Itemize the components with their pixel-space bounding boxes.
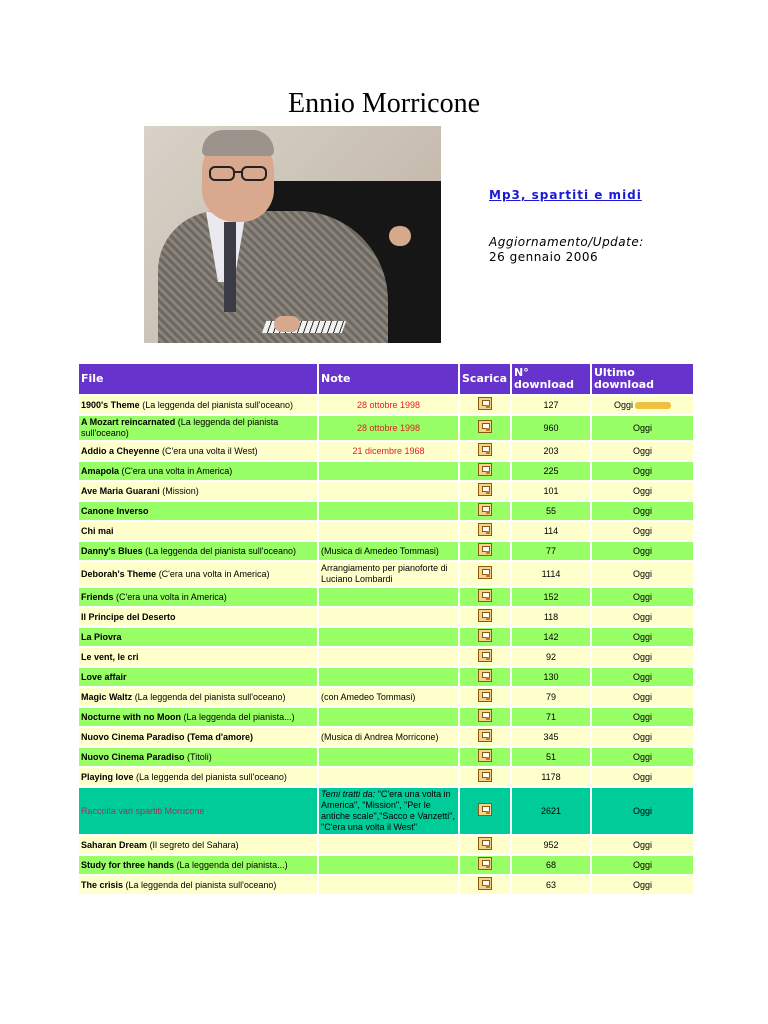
last-download-cell <box>592 748 693 766</box>
file-cell <box>79 648 317 666</box>
download-count: 127 <box>512 396 590 414</box>
floppy-download-icon[interactable] <box>478 857 492 870</box>
last-download-cell <box>592 648 693 666</box>
note-cell <box>319 442 458 460</box>
last-download: Oggi <box>632 525 652 536</box>
file-cell <box>79 588 317 606</box>
floppy-download-icon[interactable] <box>478 629 492 642</box>
table-row <box>79 482 693 500</box>
last-download: Oggi <box>632 879 652 890</box>
file-cell <box>79 542 317 560</box>
download-cell <box>460 728 510 746</box>
file-cell <box>79 462 317 480</box>
file-cell <box>79 748 317 766</box>
download-cell <box>460 542 510 560</box>
download-count: 101 <box>512 482 590 500</box>
last-download-cell <box>592 482 693 500</box>
download-count: 130 <box>512 668 590 686</box>
table-row <box>79 708 693 726</box>
download-count: 1178 <box>512 768 590 786</box>
file-title[interactable]: The crisis <box>81 879 124 890</box>
file-source: (La leggenda del pianista sull'oceano) <box>145 545 297 556</box>
note-cell <box>319 416 458 440</box>
note-cell <box>319 688 458 706</box>
download-count: 952 <box>512 836 590 854</box>
table-row <box>79 522 693 540</box>
download-cell <box>460 688 510 706</box>
download-cell <box>460 462 510 480</box>
download-cell <box>460 748 510 766</box>
download-cell <box>460 856 510 874</box>
floppy-download-icon[interactable] <box>478 566 492 579</box>
last-download: Oggi <box>632 859 652 870</box>
last-download-cell <box>592 856 693 874</box>
file-title[interactable]: Danny's Blues <box>81 545 143 556</box>
last-download: Oggi <box>632 805 652 816</box>
file-cell <box>79 608 317 626</box>
table-row <box>79 768 693 786</box>
file-cell <box>79 442 317 460</box>
download-cell <box>460 502 510 520</box>
last-download-cell <box>592 542 693 560</box>
note-text: 21 dicembre 1968 <box>352 445 425 456</box>
note-cell <box>319 608 458 626</box>
download-count: 152 <box>512 588 590 606</box>
last-download-cell <box>592 668 693 686</box>
file-source: (La leggenda del pianista sull'oceano) <box>134 691 286 702</box>
download-count: 142 <box>512 628 590 646</box>
header-count: N° download <box>512 364 590 394</box>
download-count: 118 <box>512 608 590 626</box>
floppy-download-icon[interactable] <box>478 420 492 433</box>
file-title[interactable]: Il Principe del Deserto <box>81 611 176 622</box>
floppy-download-icon[interactable] <box>478 729 492 742</box>
note-cell <box>319 728 458 746</box>
file-cell <box>79 502 317 520</box>
table-row <box>79 542 693 560</box>
last-download-cell <box>592 728 693 746</box>
floppy-download-icon[interactable] <box>478 543 492 556</box>
file-title[interactable]: Nuovo Cinema Paradiso <box>81 751 185 762</box>
floppy-download-icon[interactable] <box>478 503 492 516</box>
header-note: Note <box>319 364 458 394</box>
download-count: 68 <box>512 856 590 874</box>
last-download-cell <box>592 522 693 540</box>
download-count: 114 <box>512 522 590 540</box>
note-cell <box>319 462 458 480</box>
last-download-cell <box>592 768 693 786</box>
note-cell <box>319 628 458 646</box>
note-cell <box>319 648 458 666</box>
download-count: 960 <box>512 416 590 440</box>
download-cell <box>460 522 510 540</box>
floppy-download-icon[interactable] <box>478 709 492 722</box>
table-row <box>79 628 693 646</box>
last-download-cell <box>592 416 693 440</box>
file-source: (La leggenda del pianista...) <box>183 711 295 722</box>
file-source: (La leggenda del pianista sull'oceano) <box>125 879 277 890</box>
update-label: Aggiornamento/Update: <box>489 235 644 249</box>
file-source: (La leggenda del pianista sull'oceano) <box>142 399 294 410</box>
portrait-photo <box>144 126 441 343</box>
last-download: Oggi <box>632 651 652 662</box>
floppy-download-icon[interactable] <box>478 523 492 536</box>
note-text: Arrangiamento per pianoforte di Luciano Lombardi <box>321 563 448 584</box>
file-title[interactable]: 1900's Theme <box>81 399 140 410</box>
file-source: (C'era una volta in America) <box>116 591 227 602</box>
download-count: 63 <box>512 876 590 894</box>
table-row <box>79 588 693 606</box>
note-cell <box>319 876 458 894</box>
last-download: Oggi <box>632 711 652 722</box>
file-title[interactable]: Le vent, le cri <box>81 651 139 662</box>
file-cell <box>79 788 317 834</box>
file-title[interactable]: Magic Waltz <box>81 691 133 702</box>
table-row <box>79 728 693 746</box>
file-cell <box>79 668 317 686</box>
table-row <box>79 608 693 626</box>
file-cell <box>79 416 317 440</box>
table-row <box>79 396 693 414</box>
table-row <box>79 502 693 520</box>
last-download: Oggi <box>632 839 652 850</box>
file-source: (La leggenda del pianista sull'oceano) <box>81 417 279 438</box>
last-download: Oggi <box>632 731 652 742</box>
last-download: Oggi <box>632 611 652 622</box>
floppy-download-icon[interactable] <box>478 649 492 662</box>
note-text: 28 ottobre 1998 <box>356 399 421 410</box>
table-row <box>79 688 693 706</box>
last-download: Oggi <box>632 568 652 579</box>
download-count: 79 <box>512 688 590 706</box>
file-title[interactable]: Friends <box>81 591 114 602</box>
file-title[interactable]: Love affair <box>81 671 127 682</box>
last-download-cell <box>592 562 693 586</box>
table-row <box>79 442 693 460</box>
last-download: Oggi <box>632 505 652 516</box>
note-cell <box>319 788 458 834</box>
table-row <box>79 462 693 480</box>
note-intro: Temi tratti da: <box>321 789 376 799</box>
note-text: (con Amedeo Tommasi) <box>321 691 416 702</box>
download-count: 55 <box>512 502 590 520</box>
note-cell <box>319 522 458 540</box>
last-download-cell <box>592 788 693 834</box>
file-cell <box>79 768 317 786</box>
download-count: 345 <box>512 728 590 746</box>
file-cell <box>79 728 317 746</box>
note-cell <box>319 588 458 606</box>
last-download-cell <box>592 608 693 626</box>
download-count: 225 <box>512 462 590 480</box>
last-download: Oggi <box>632 631 652 642</box>
table-row <box>79 788 693 834</box>
note-cell <box>319 482 458 500</box>
download-count: 1114 <box>512 562 590 586</box>
table-row <box>79 876 693 894</box>
file-title[interactable]: A Mozart reincarnated <box>81 417 176 427</box>
note-cell <box>319 708 458 726</box>
note-text: "C'era una volta in America", "Mission", "Per le antiche scale","Sacco e Vanzetti", "C'era una volta il West" <box>321 789 455 832</box>
file-cell <box>79 482 317 500</box>
floppy-download-icon[interactable] <box>478 803 492 816</box>
table-row <box>79 416 693 440</box>
note-cell <box>319 748 458 766</box>
download-cell <box>460 628 510 646</box>
note-cell <box>319 668 458 686</box>
download-cell <box>460 836 510 854</box>
download-cell <box>460 668 510 686</box>
floppy-download-icon[interactable] <box>478 837 492 850</box>
file-cell <box>79 856 317 874</box>
download-cell <box>460 876 510 894</box>
table-row <box>79 668 693 686</box>
download-count: 77 <box>512 542 590 560</box>
last-download-cell <box>592 442 693 460</box>
file-title[interactable]: La Piovra <box>81 631 122 642</box>
page-title: Ennio Morricone <box>287 88 481 119</box>
last-download-cell <box>592 628 693 646</box>
note-cell <box>319 542 458 560</box>
file-cell <box>79 628 317 646</box>
file-title[interactable]: Study for three hands <box>81 859 175 870</box>
file-source: (Titoli) <box>187 751 212 762</box>
download-cell <box>460 608 510 626</box>
last-download-cell <box>592 588 693 606</box>
note-text: (Musica di Andrea Morricone) <box>321 731 439 742</box>
last-download: Oggi <box>632 422 652 433</box>
header-scarica: Scarica <box>460 364 510 394</box>
last-download: Oggi <box>613 399 633 410</box>
floppy-download-icon[interactable] <box>478 589 492 602</box>
floppy-download-icon[interactable] <box>478 877 492 890</box>
file-cell <box>79 562 317 586</box>
last-download-cell <box>592 462 693 480</box>
floppy-download-icon[interactable] <box>478 689 492 702</box>
floppy-download-icon[interactable] <box>478 443 492 456</box>
file-cell <box>79 396 317 414</box>
downloads-table <box>77 362 695 896</box>
download-cell <box>460 788 510 834</box>
note-cell <box>319 856 458 874</box>
file-title[interactable]: Nocturne with no Moon <box>81 711 181 722</box>
last-download-cell <box>592 396 693 414</box>
note-text: 28 ottobre 1998 <box>356 422 421 433</box>
note-cell <box>319 502 458 520</box>
header-file: File <box>79 364 317 394</box>
last-download: Oggi <box>632 485 652 496</box>
file-title[interactable]: Chi mai <box>81 525 114 536</box>
download-cell <box>460 648 510 666</box>
note-cell <box>319 562 458 586</box>
update-date: 26 gennaio 2006 <box>489 250 599 264</box>
file-source: (C'era una volta il West) <box>162 445 258 456</box>
note-cell <box>319 836 458 854</box>
last-download-cell <box>592 836 693 854</box>
file-cell <box>79 522 317 540</box>
note-cell <box>319 768 458 786</box>
header-last: Ultimo download <box>592 364 693 394</box>
floppy-download-icon[interactable] <box>478 397 492 410</box>
mp3-link[interactable]: Mp3, spartiti e midi <box>489 188 642 202</box>
last-download: Oggi <box>632 751 652 762</box>
download-cell <box>460 708 510 726</box>
download-cell <box>460 768 510 786</box>
download-cell <box>460 588 510 606</box>
file-title[interactable]: Saharan Dream <box>81 839 148 850</box>
last-download-cell <box>592 708 693 726</box>
download-cell <box>460 416 510 440</box>
download-count: 92 <box>512 648 590 666</box>
table-row <box>79 748 693 766</box>
file-source: (Mission) <box>162 485 199 496</box>
download-count: 71 <box>512 708 590 726</box>
file-source: (C'era una volta in America) <box>158 568 270 579</box>
table-row <box>79 836 693 854</box>
download-cell <box>460 562 510 586</box>
table-row <box>79 648 693 666</box>
floppy-download-icon[interactable] <box>478 749 492 762</box>
download-count: 203 <box>512 442 590 460</box>
note-cell <box>319 396 458 414</box>
last-download-cell <box>592 688 693 706</box>
download-cell <box>460 482 510 500</box>
file-title[interactable]: Nuovo Cinema Paradiso (Tema d'amore) <box>81 731 254 742</box>
download-count: 2621 <box>512 788 590 834</box>
floppy-download-icon[interactable] <box>478 769 492 782</box>
last-download-cell <box>592 876 693 894</box>
floppy-download-icon[interactable] <box>478 463 492 476</box>
last-download: Oggi <box>632 545 652 556</box>
file-source: (Il segreto del Sahara) <box>149 839 239 850</box>
last-download: Oggi <box>632 591 652 602</box>
file-source: (La leggenda del pianista...) <box>176 859 288 870</box>
download-cell <box>460 396 510 414</box>
floppy-download-icon[interactable] <box>478 609 492 622</box>
file-title[interactable]: Canone Inverso <box>81 505 149 516</box>
floppy-download-icon[interactable] <box>478 483 492 496</box>
file-title[interactable]: Ave Maria Guarani <box>81 485 160 496</box>
last-download: Oggi <box>632 671 652 682</box>
table-row <box>79 562 693 586</box>
file-source: (C'era una volta in America) <box>121 465 233 476</box>
file-cell <box>79 836 317 854</box>
last-download: Oggi <box>632 445 652 456</box>
file-source: (La leggenda del pianista sull'oceano) <box>136 771 287 782</box>
file-title[interactable]: Raccolta vari spartiti Morricone <box>81 805 205 816</box>
file-title[interactable]: Addio a Cheyenne <box>81 445 160 456</box>
last-download-cell <box>592 502 693 520</box>
note-text: (Musica di Amedeo Tommasi) <box>321 545 439 556</box>
last-download: Oggi <box>632 465 652 476</box>
table-row <box>79 856 693 874</box>
download-cell <box>460 442 510 460</box>
file-cell <box>79 688 317 706</box>
file-title[interactable]: Amapola <box>81 465 120 476</box>
highlight-bar <box>635 402 671 409</box>
download-count: 51 <box>512 748 590 766</box>
file-title[interactable]: Playing love <box>81 771 134 782</box>
last-download: Oggi <box>632 771 652 782</box>
file-cell <box>79 708 317 726</box>
last-download: Oggi <box>632 691 652 702</box>
file-title[interactable]: Deborah's Theme <box>81 568 157 579</box>
floppy-download-icon[interactable] <box>478 669 492 682</box>
file-cell <box>79 876 317 894</box>
